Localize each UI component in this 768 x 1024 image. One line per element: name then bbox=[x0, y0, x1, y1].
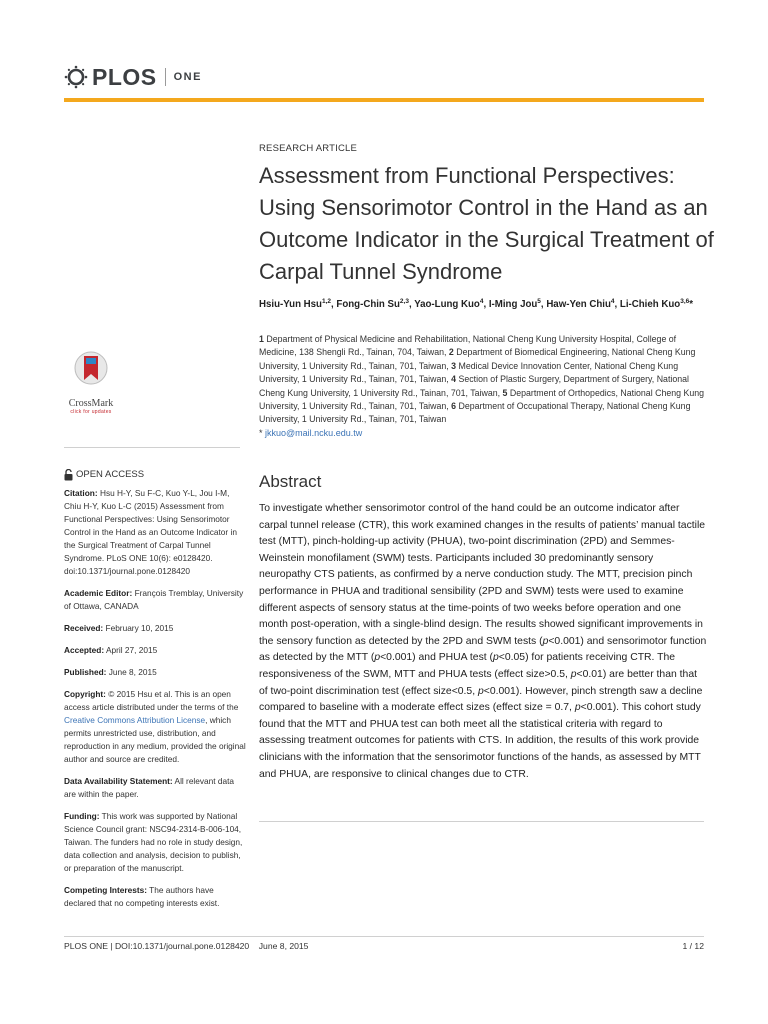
crossmark-subtitle: click for updates bbox=[70, 409, 112, 415]
citation-text: Hsu H-Y, Su F-C, Kuo Y-L, Jou I-M, Chiu H-Y, Kuo L-C (2015) Assessment from Functional Perspectives: Using Sensorimotor Control in the Hand as an Outcome Indicator in the Surgical Treatment of Carpal Tunnel Syndrome. PLoS ONE 10(6): e0128420. doi:10.1371/journal.pone.0128420 bbox=[64, 488, 237, 576]
author-list bbox=[259, 295, 709, 311]
affiliation-number: 4 bbox=[451, 374, 457, 385]
plos-logo-icon bbox=[64, 65, 88, 89]
funding-text: This work was supported by National Science Council grant: NSC94-2314-B-006-104, Taiwan. The funders had no role in study design, data collection and analysis, decision to publish, or preparation of the manuscript. bbox=[64, 811, 243, 873]
abstract-italic: p bbox=[542, 635, 549, 647]
received-block bbox=[64, 622, 246, 635]
author-name: Fong-Chin Su bbox=[336, 299, 400, 311]
author-separator: , bbox=[540, 299, 547, 311]
author-affiliation-marker: 1,2 bbox=[321, 298, 332, 305]
received-date: February 10, 2015 bbox=[105, 623, 174, 633]
data-availability-text: All relevant data are within the paper. bbox=[64, 776, 235, 799]
author-affiliation-marker: 4 bbox=[479, 298, 484, 305]
funding-label: Funding: bbox=[64, 811, 100, 821]
accepted-date: April 27, 2015 bbox=[105, 645, 158, 655]
author-name: Hsiu-Yun Hsu bbox=[259, 299, 322, 311]
copyright-block bbox=[64, 688, 246, 766]
author-name: I-Ming Jou bbox=[488, 299, 538, 311]
abstract-segment: <0.01) are better than that of two-point discrimination test (effect size<0.5, bbox=[259, 668, 697, 697]
abstract-heading: Abstract bbox=[259, 472, 322, 491]
license-link[interactable]: Creative Commons Attribution License bbox=[64, 715, 206, 725]
author-separator: , bbox=[614, 299, 620, 311]
affiliation-number: 3 bbox=[451, 360, 457, 371]
author-separator: , bbox=[483, 299, 489, 311]
abstract-segment: <0.001). However, pinch strength saw a decline compared to baseline with a moderate effect sizes (effect size = 0.7, bbox=[259, 685, 703, 714]
abstract-divider bbox=[259, 821, 704, 822]
affiliation-text: Department of Physical Medicine and Rehabilitation, National Cheng Kung University Hospital, College of Medicine, 138 Shengli Rd., Tainan, 704, Taiwan, bbox=[259, 334, 677, 358]
published-block bbox=[64, 666, 246, 679]
competing-interests-block bbox=[64, 884, 246, 910]
copyright-label: Copyright: bbox=[64, 689, 106, 699]
affiliations bbox=[259, 333, 709, 427]
data-availability-block bbox=[64, 775, 246, 801]
author-separator: , bbox=[331, 299, 337, 311]
header-accent-rule bbox=[64, 98, 704, 102]
author-affiliation-marker: 3,6 bbox=[680, 298, 690, 305]
abstract-segment: <0.001). This cohort study found that the MTT and PHUA test can both meet all the statistical criteria with regard to assessing treatment outcomes for patients with CTS. In addition, the results of this work provide clinicians with the information that the sensorimotor functions of the hands, as assessed by MTT and PHUA, are responsive to clinical changes due to CTR. bbox=[259, 702, 701, 780]
author-separator: , bbox=[408, 299, 415, 311]
affiliation-text: Department of Occupational Therapy, National Cheng Kung University, 1 University Rd., Tainan, 701, Taiwan bbox=[259, 401, 691, 425]
accepted-block bbox=[64, 644, 246, 657]
abstract-italic: p bbox=[493, 652, 499, 664]
crossmark-icon bbox=[73, 350, 109, 392]
abstract-segment: To investigate whether sensorimotor control of the hand could be an outcome indicator after carpal tunnel release (CTR), this work examined changes in the results of patients’ manual tactile test (MTT), pinch-holding-up activity (PHUA), two-point discrimination (2PD) and Semmes-Weinstein monofilament (SWM) tests. Participants included 30 predominantly sensory neuropathy CTS patients, as confirmed by a nerve conduction study. The MTT, precision pinch performance in PHUA and traditional sensibility (2PD and SWM) tests were used to examine different aspects of sensory status at the time-points of two weeks before operation and one month post-operation, with a single-blind design. The results showed significant improvements in the sensory function as detected by the 2PD and SWM tests ( bbox=[259, 503, 706, 647]
abstract-italic: p bbox=[477, 685, 484, 697]
email-star: * bbox=[259, 428, 263, 438]
copyright-text-end: , which permits unrestricted use, distribution, and reproduction in any medium, provided the original author and source are credited. bbox=[64, 715, 246, 764]
affiliation-text: Department of Biomedical Engineering, National Cheng Kung University, 1 University Rd., Tainan, 701, Taiwan, bbox=[259, 347, 696, 371]
crossmark-title: CrossMark bbox=[68, 398, 114, 409]
received-label: Received: bbox=[64, 623, 104, 633]
affiliation-text: Department of Orthopedics, National Cheng Kung University, 1 University Rd., Tainan, 701, Taiwan, bbox=[259, 387, 705, 412]
editor-block bbox=[64, 587, 246, 613]
author-affiliation-marker: 5 bbox=[537, 298, 541, 305]
affiliation-number: 5 bbox=[502, 387, 508, 398]
editor-label: Academic Editor: bbox=[64, 588, 133, 598]
footer-citation: PLOS ONE | DOI:10.1371/journal.pone.0128420 June 8, 2015 bbox=[64, 941, 309, 951]
competing-label: Competing Interests: bbox=[64, 885, 147, 895]
email-link[interactable]: jkkuo@mail.ncku.edu.tw bbox=[265, 428, 363, 438]
logo-one-text: ONE bbox=[173, 71, 202, 83]
logo-plos-text: PLOS bbox=[92, 63, 157, 90]
copyright-text: © 2015 Hsu et al. This is an open access article distributed under the terms of the bbox=[64, 689, 239, 712]
funding-block bbox=[64, 810, 246, 875]
corresponding-email bbox=[259, 428, 709, 438]
journal-logo[interactable] bbox=[64, 62, 202, 92]
accepted-label: Accepted: bbox=[64, 645, 105, 655]
logo-divider bbox=[165, 68, 166, 86]
citation-label: Citation: bbox=[64, 488, 98, 498]
abstract-segment: <0.001) and PHUA test ( bbox=[380, 652, 494, 664]
author-name: Li-Chieh Kuo bbox=[619, 299, 681, 311]
abstract-italic: p bbox=[570, 668, 577, 680]
open-access-label: OPEN ACCESS bbox=[76, 469, 145, 480]
affiliation-number: 6 bbox=[451, 401, 457, 412]
author-affiliation-marker: 4 bbox=[610, 298, 615, 305]
sidebar-divider bbox=[64, 447, 240, 448]
affiliation-text: Section of Plastic Surgery, Department of Surgery, National Cheng Kung University, 1 University Rd., Tainan, 701, Taiwan, bbox=[259, 374, 689, 398]
author-name: Haw-Yen Chiu bbox=[546, 299, 611, 311]
open-lock-icon bbox=[64, 469, 73, 481]
author-separator: * bbox=[689, 299, 694, 311]
open-access-badge bbox=[64, 468, 246, 481]
affiliation-text: Medical Device Innovation Center, National Cheng Kung University, 1 University Rd., Tainan, 701, Taiwan, bbox=[259, 360, 679, 385]
article-type: RESEARCH ARTICLE bbox=[259, 143, 358, 154]
published-label: Published: bbox=[64, 667, 107, 677]
editor-text: François Tremblay, University of Ottawa, CANADA bbox=[64, 588, 244, 611]
citation-block bbox=[64, 487, 246, 578]
affiliation-number: 1 bbox=[259, 334, 264, 344]
abstract-segment: <0.05) for patients receiving CTR. The responsiveness of the SWM, MTT and PHUA tests (effect size>0.5, bbox=[259, 652, 676, 680]
affiliation-number: 2 bbox=[448, 347, 454, 358]
published-date: June 8, 2015 bbox=[108, 667, 157, 677]
competing-text: The authors have declared that no competing interests exist. bbox=[64, 885, 220, 908]
abstract-text bbox=[259, 501, 707, 783]
author-affiliation-marker: 2,3 bbox=[399, 298, 409, 305]
page-number: 1 / 12 bbox=[682, 941, 704, 951]
footer-rule bbox=[64, 936, 704, 937]
data-availability-label: Data Availability Statement: bbox=[64, 776, 173, 786]
abstract-italic: p bbox=[574, 702, 581, 714]
abstract-segment: <0.001) and sensorimotor function as detected by the MTT ( bbox=[259, 635, 707, 664]
crossmark-badge[interactable] bbox=[64, 350, 118, 415]
abstract-italic: p bbox=[374, 652, 381, 664]
author-name: Yao-Lung Kuo bbox=[414, 299, 480, 311]
article-sidebar bbox=[64, 468, 246, 919]
article-title: Assessment from Functional Perspectives: Using Sensorimotor Control in the Hand as an Outcome Indicator in the Surgical Treatment of Carpal Tunnel Syndrome bbox=[259, 163, 714, 284]
